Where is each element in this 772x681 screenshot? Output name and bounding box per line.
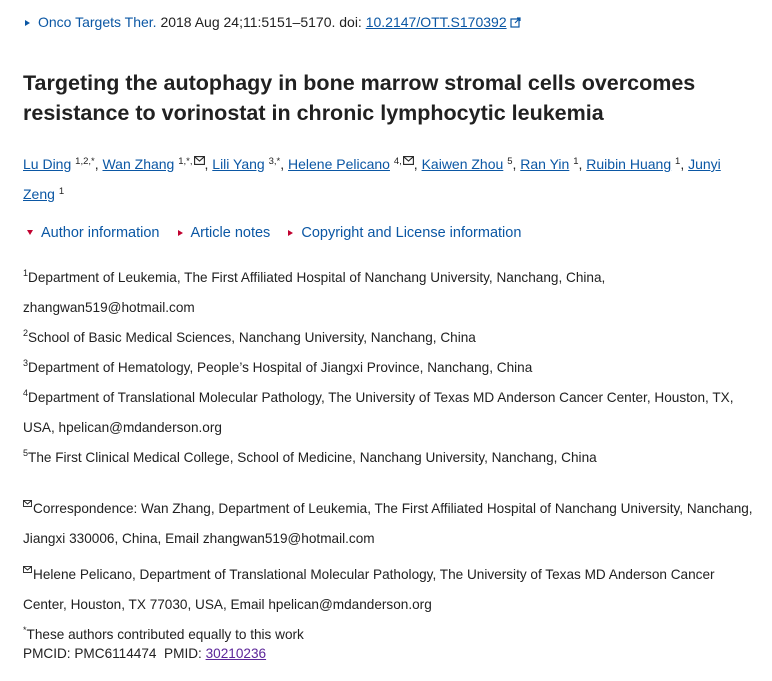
author-affil-sup: 1,*, <box>178 156 193 167</box>
author-affil-sup: 4, <box>393 156 402 167</box>
expand-triangle-icon <box>288 230 293 236</box>
author-separator: , <box>413 156 422 172</box>
author-link[interactable]: Wan Zhang <box>102 156 175 172</box>
author-separator: , <box>578 156 587 172</box>
affiliation-item <box>23 263 758 323</box>
expand-triangle-icon <box>178 230 183 236</box>
author-affil-sup: 3,* <box>268 156 281 167</box>
correspondence-item <box>23 488 758 554</box>
pmcid-text: PMCID: PMC6114474 <box>23 646 157 661</box>
affiliation-text: Department of Translational Molecular Pathology, The University of Texas MD Anderson Cancer Center, Houston, TX, USA, hpelican@mdanderson.org <box>23 390 734 435</box>
author-separator: , <box>512 156 521 172</box>
author-list <box>23 145 753 209</box>
tab-label: Article notes <box>190 225 271 241</box>
author-link[interactable]: Ran Yin <box>520 156 570 172</box>
affiliation-number: 2 <box>23 328 29 338</box>
tab-label: Copyright and License information <box>301 225 522 241</box>
author-affil-sup: 1 <box>573 156 579 167</box>
author-item <box>520 156 586 172</box>
affiliation-number: 3 <box>23 358 29 368</box>
author-separator: , <box>204 156 213 172</box>
author-affil-sup: 1 <box>58 186 65 197</box>
tab-article-notes[interactable] <box>178 222 271 244</box>
mail-icon <box>23 554 32 584</box>
affiliation-item <box>23 383 758 443</box>
article-title: Targeting the autophagy in bone marrow stromal cells overcomes resistance to vorinostat in chronic lymphocytic leukemia <box>23 71 696 125</box>
journal-link[interactable]: Onco Targets Ther. <box>38 14 157 30</box>
author-separator: , <box>680 156 689 172</box>
affiliation-item <box>23 443 758 473</box>
affiliation-item <box>23 323 758 353</box>
author-separator: , <box>94 156 103 172</box>
affiliation-item <box>23 353 758 383</box>
author-item <box>102 156 212 172</box>
author-link[interactable]: Kaiwen Zhou <box>421 156 504 172</box>
doi-link[interactable]: 10.2147/OTT.S170392 <box>365 14 507 30</box>
author-item <box>288 156 422 172</box>
author-item <box>586 156 688 172</box>
affiliation-text: School of Basic Medical Sciences, Nanchang University, Nanchang, China <box>28 330 476 345</box>
author-separator: , <box>280 156 288 172</box>
tab-author-information[interactable] <box>27 222 159 244</box>
article-identifiers <box>23 640 266 668</box>
affiliation-number: 5 <box>23 448 29 458</box>
author-item <box>23 156 102 172</box>
equal-contribution-text: These authors contributed equally to this work <box>26 627 304 642</box>
author-affil-sup: 5 <box>507 156 513 167</box>
author-link[interactable]: Ruibin Huang <box>586 156 672 172</box>
asterisk-mark: * <box>23 625 27 635</box>
pmid-label: PMID: <box>164 646 206 661</box>
affiliation-number: 4 <box>23 388 29 398</box>
collapse-triangle-icon <box>27 230 33 235</box>
correspondence-text: Correspondence: Wan Zhang, Department of Leukemia, The First Affiliated Hospital of Nanchang University, Nanchang, Jiangxi 330006, China, Email zhangwan519@hotmail.com <box>23 501 753 546</box>
affiliation-number: 1 <box>23 268 29 278</box>
mail-icon[interactable] <box>403 145 414 175</box>
tab-copyright-license[interactable] <box>288 222 521 244</box>
citation-details: 2018 Aug 24;11:5151–5170. doi: <box>156 14 366 30</box>
affiliation-text: Department of Leukemia, The First Affiliated Hospital of Nanchang University, Nanchang, China, zhangwan519@hotmail.com <box>23 270 606 315</box>
author-item <box>212 156 288 172</box>
citation-line <box>25 13 521 32</box>
expand-triangle-icon[interactable] <box>25 20 30 26</box>
author-link[interactable]: Junyi Zeng <box>23 156 721 202</box>
mail-icon <box>23 488 32 518</box>
author-affil-sup: 1 <box>675 156 681 167</box>
correspondence-item <box>23 554 758 620</box>
author-link[interactable]: Lu Ding <box>23 156 72 172</box>
author-link[interactable]: Helene Pelicano <box>288 156 390 172</box>
correspondence-text: Helene Pelicano, Department of Translational Molecular Pathology, The University of Texas MD Anderson Cancer Center, Houston, TX 77030, USA, Email hpelican@mdanderson.org <box>23 567 715 612</box>
author-link[interactable]: Lili Yang <box>212 156 265 172</box>
pmid-link[interactable]: 30210236 <box>205 646 267 661</box>
author-item <box>422 156 521 172</box>
affiliation-text: Department of Hematology, People’s Hospital of Jiangxi Province, Nanchang, China <box>28 360 533 375</box>
mail-icon[interactable] <box>194 145 205 175</box>
affiliation-list <box>23 263 758 473</box>
tab-label: Author information <box>41 225 160 241</box>
correspondence-block <box>23 488 758 650</box>
affiliation-text: The First Clinical Medical College, School of Medicine, Nanchang University, Nanchang, China <box>28 450 597 465</box>
author-affil-sup: 1,2,* <box>75 156 95 167</box>
external-link-icon <box>510 14 521 32</box>
article-info-tabs <box>27 222 535 244</box>
